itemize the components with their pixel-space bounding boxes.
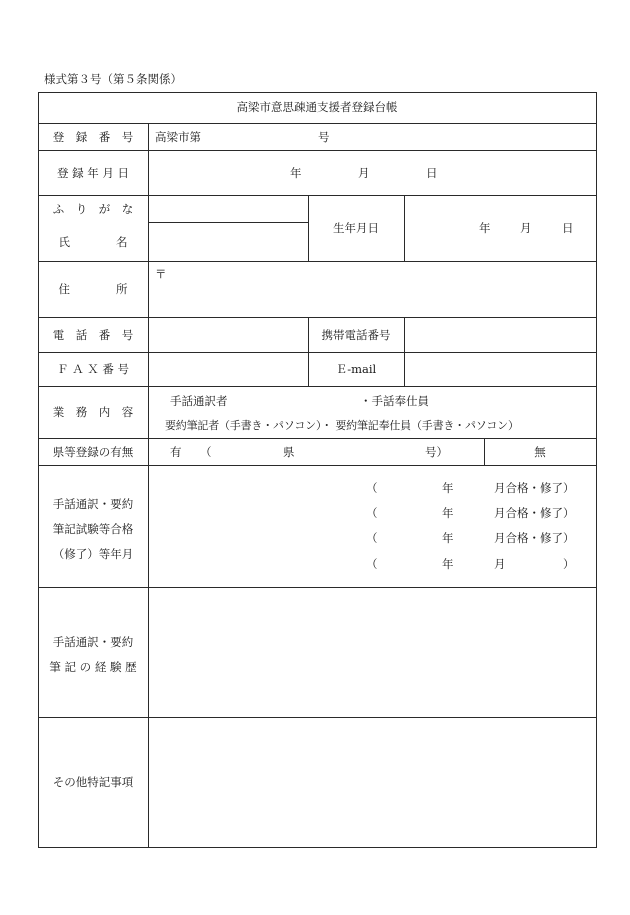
registration-number-label: 登 録 番 号 bbox=[52, 130, 134, 144]
mobile-field[interactable] bbox=[406, 319, 594, 351]
name-field[interactable] bbox=[150, 224, 306, 260]
birth-date-month: 月 bbox=[520, 221, 532, 235]
exam-field[interactable] bbox=[150, 467, 594, 586]
duty-option-summary-writer[interactable]: 要約筆記者（手書き・パソコン）・ 要約筆記奉仕員（手書き・パソコン） bbox=[165, 419, 519, 432]
birth-date-field[interactable] bbox=[406, 197, 594, 259]
prefecture-registration-label: 県等登録の有無 bbox=[52, 445, 134, 459]
exam-row-1-year: 年 bbox=[442, 481, 454, 495]
phone-label: 電 話 番 号 bbox=[52, 328, 134, 342]
birth-date-label: 生年月日 bbox=[333, 221, 379, 235]
furigana-label: ふ り が な bbox=[52, 202, 134, 216]
exam-row-3-open: （ bbox=[366, 531, 378, 545]
name-label: 氏 名 bbox=[58, 235, 128, 249]
experience-label-line-1: 手話通訳・要約 bbox=[52, 635, 134, 649]
form-number: 様式第３号（第５条関係） bbox=[44, 72, 182, 86]
registration-date-label: 登 録 年 月 日 bbox=[56, 166, 130, 180]
exam-label-line-1: 手話通訳・要約 bbox=[52, 497, 134, 511]
experience-label bbox=[38, 630, 148, 680]
experience-label-line-2: 筆 記 の 経 験 歴 bbox=[49, 660, 137, 674]
registration-date-day: 日 bbox=[426, 166, 438, 180]
exam-row-4-year: 年 bbox=[442, 557, 454, 571]
registration-number-prefix: 高梁市第 bbox=[155, 130, 201, 144]
duties-label: 業 務 内 容 bbox=[52, 405, 134, 419]
address-label: 住 所 bbox=[58, 282, 128, 296]
fax-field[interactable] bbox=[150, 354, 306, 385]
exam-row-3-tail: 月合格・修了） bbox=[494, 531, 575, 545]
registration-date-year: 年 bbox=[290, 166, 302, 180]
phone-field[interactable] bbox=[150, 319, 306, 351]
exam-row-4-open: （ bbox=[366, 557, 378, 571]
registration-date-month: 月 bbox=[358, 166, 370, 180]
registration-number-suffix: 号 bbox=[318, 130, 330, 144]
prefecture-registration-yes[interactable]: 有 bbox=[170, 445, 182, 459]
mobile-label: 携帯電話番号 bbox=[321, 328, 391, 342]
exam-row-2-open: （ bbox=[366, 506, 378, 520]
birth-date-day: 日 bbox=[562, 221, 574, 235]
postal-mark-icon: 〒 bbox=[155, 267, 167, 281]
prefecture-registration-number-close: 号） bbox=[425, 445, 448, 459]
email-field[interactable] bbox=[406, 354, 594, 385]
registration-date-field[interactable] bbox=[150, 152, 594, 194]
exam-row-2-year: 年 bbox=[442, 506, 454, 520]
exam-label-line-3: （修了）等年月 bbox=[52, 547, 134, 561]
email-label: Ｅ-mail bbox=[335, 362, 377, 376]
exam-label-line-2: 筆記試験等合格 bbox=[52, 522, 134, 536]
furigana-field[interactable] bbox=[150, 197, 306, 221]
duty-option-sign-interpreter[interactable]: 手話通訳者 bbox=[170, 394, 228, 408]
exam-row-4-tail: 月 ） bbox=[494, 557, 575, 571]
exam-label bbox=[38, 492, 148, 567]
address-field[interactable] bbox=[150, 263, 594, 316]
duty-option-sign-volunteer[interactable]: ・手話奉仕員 bbox=[360, 394, 429, 408]
exam-row-1-open: （ bbox=[366, 481, 378, 495]
prefecture-registration-no[interactable]: 無 bbox=[534, 445, 546, 459]
form-title: 高梁市意思疎通支援者登録台帳 bbox=[236, 100, 398, 114]
prefecture-registration-open-paren: （ bbox=[200, 445, 212, 459]
exam-row-3-year: 年 bbox=[442, 531, 454, 545]
experience-field[interactable] bbox=[150, 589, 594, 716]
fax-label: Ｆ Ａ Ｘ 番 号 bbox=[56, 362, 130, 376]
notes-label: その他特記事項 bbox=[52, 775, 134, 789]
exam-row-1-tail: 月合格・修了） bbox=[494, 481, 575, 495]
registration-number-field[interactable] bbox=[210, 125, 310, 149]
birth-date-year: 年 bbox=[479, 221, 491, 235]
notes-field[interactable] bbox=[150, 719, 594, 846]
exam-row-2-tail: 月合格・修了） bbox=[494, 506, 575, 520]
prefecture-registration-pref: 県 bbox=[283, 445, 295, 459]
